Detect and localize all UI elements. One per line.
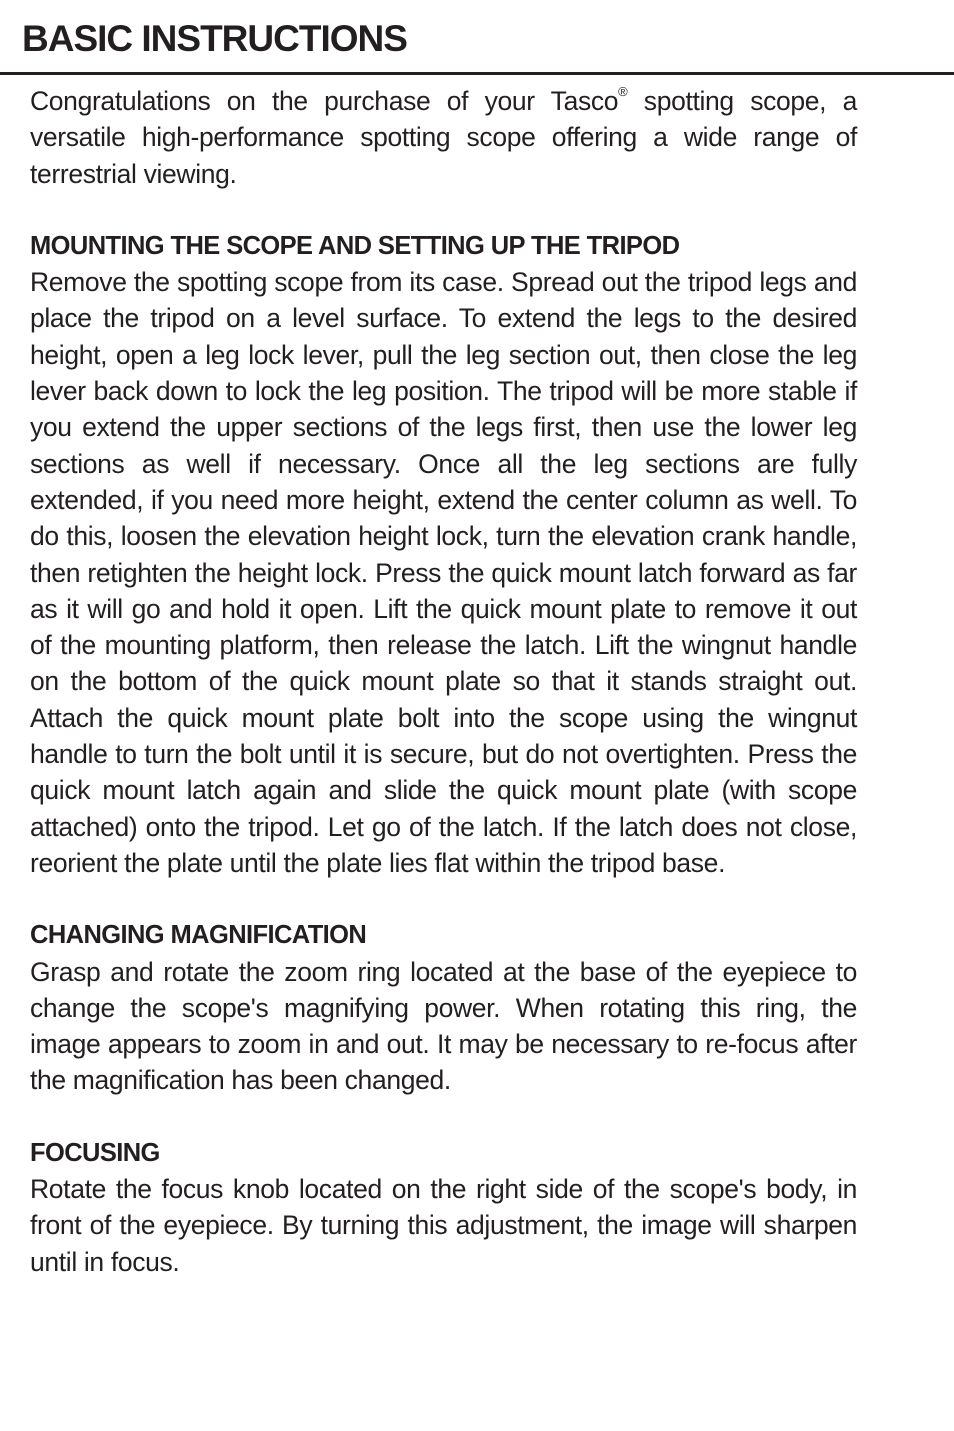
section-focusing xyxy=(30,1135,857,1280)
section-magnification xyxy=(30,917,857,1098)
section-heading: FOCUSING xyxy=(30,1138,160,1167)
document-body xyxy=(30,83,857,1280)
registered-mark: ® xyxy=(618,84,628,99)
section-mounting xyxy=(30,228,857,881)
page-title: BASIC INSTRUCTIONS xyxy=(22,18,407,59)
page-header xyxy=(0,0,954,75)
intro-paragraph xyxy=(30,83,857,192)
section-body: Grasp and rotate the zoom ring located at the base of the eyepiece to change the scope's magnifying power. When rotating this ring, the image appears to zoom in and out. It may be necessary to re-focus after the magnification has been changed. xyxy=(30,956,857,1096)
intro-text-continued: spotting scope, a versatile high-performance spotting scope offering a wide range of terrestrial viewing. xyxy=(30,86,857,189)
section-heading: MOUNTING THE SCOPE AND SETTING UP THE TRIPOD xyxy=(30,231,680,260)
section-body: Rotate the focus knob located on the right side of the scope's body, in front of the eyepiece. By turning this adjustment, the image will sharpen until in focus. xyxy=(30,1174,857,1277)
intro-text: Congratulations on the purchase of your Tasco xyxy=(30,86,619,116)
section-body: Remove the spotting scope from its case. Spread out the tripod legs and place the tripod on a level surface. To extend the legs to the desired height, open a leg lock lever, pull the leg section out, then close the leg lever back down to lock the leg position. The tripod will be more stable if you extend the upper sections of the legs first, then use the lower leg sections as well if necessary. Once all the leg sections are fully extended, if you need more height, extend the center column as well. To do this, loosen the elevation height lock, turn the elevation crank handle, then retighten the height lock. Press the quick mount latch forward as far as it will go and hold it open. Lift the quick mount plate to remove it out of the mounting platform, then release the latch. Lift the wingnut handle on the bottom of the quick mount plate so that it stands straight out. Attach the quick mount plate bolt into the scope using the wingnut handle to turn the bolt until it is secure, but do not overtighten. Press the quick mount latch again and slide the quick mount plate (with scope attached) onto the tripod. Let go of the latch. If the latch does not close, reorient the plate until the plate lies flat within the tripod base. xyxy=(30,267,857,878)
section-heading: CHANGING MAGNIFICATION xyxy=(30,921,367,950)
